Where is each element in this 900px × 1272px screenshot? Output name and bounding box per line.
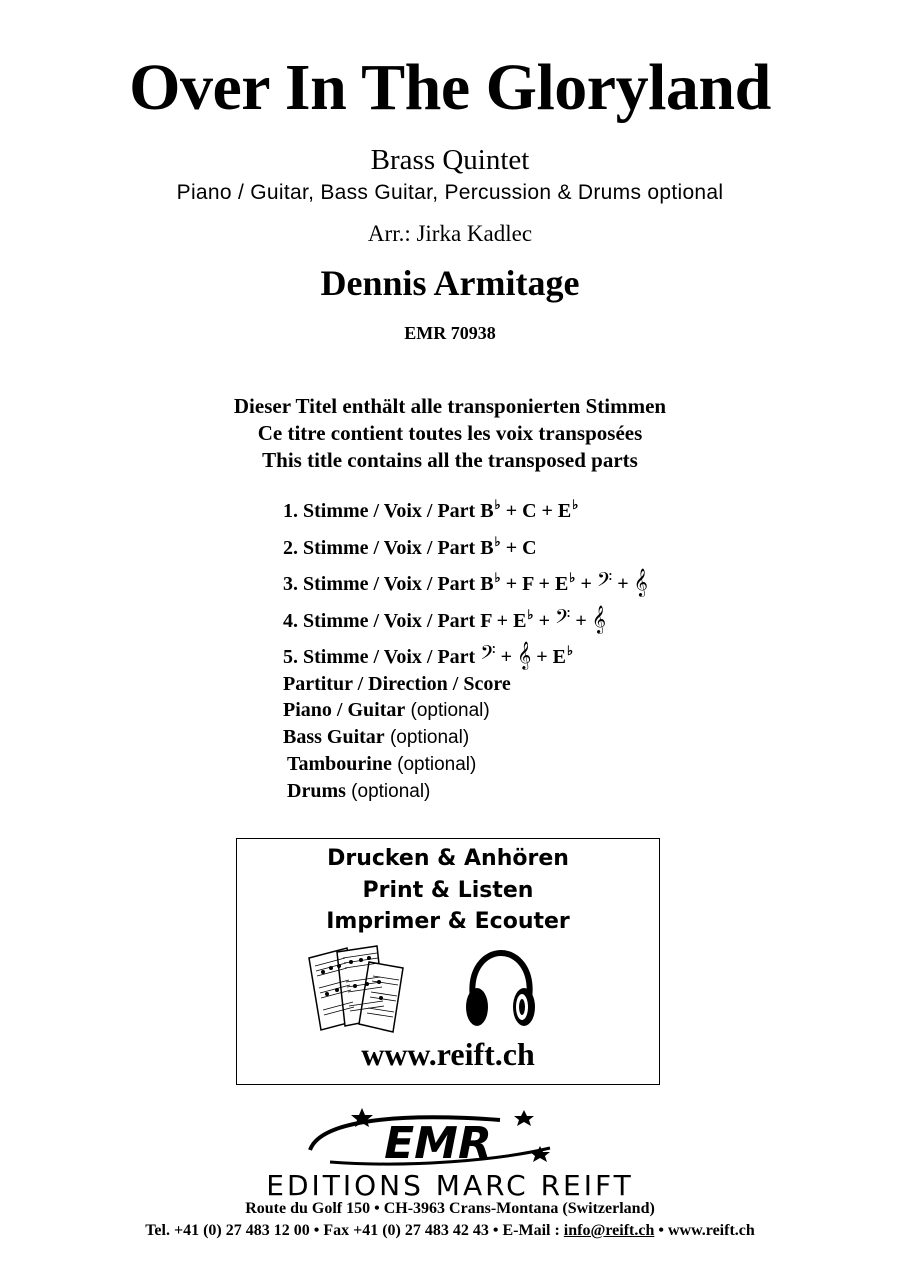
bass-clef-icon: 𝄢 xyxy=(480,641,496,669)
part-5 xyxy=(283,636,803,673)
promo-line-german: Drucken & Anhören xyxy=(327,846,569,871)
part-3-text-2: + F + E xyxy=(500,573,569,595)
flat-icon: ♭ xyxy=(572,497,579,512)
score-item-label: Bass Guitar xyxy=(283,726,385,748)
publisher-address: Route du Golf 150 • CH-3963 Crans-Montana (Switzerland) xyxy=(245,1200,655,1217)
flat-icon: ♭ xyxy=(569,570,576,585)
flat-icon: ♭ xyxy=(567,643,574,658)
optional-label: (optional) xyxy=(391,754,477,775)
arranger: Arr.: Jirka Kadlec xyxy=(367,221,533,246)
part-4-text: 4. Stimme / Voix / Part F + E xyxy=(283,609,527,632)
subtitle: Brass Quintet xyxy=(370,144,530,176)
title: Over In The Gloryland xyxy=(129,51,771,124)
print-listen-box[interactable] xyxy=(236,838,660,1085)
part-3 xyxy=(283,563,803,600)
flat-icon: ♭ xyxy=(494,533,501,549)
score-item xyxy=(283,724,803,751)
composer: Dennis Armitage xyxy=(320,263,580,303)
part-5-text: 5. Stimme / Voix / Part xyxy=(283,646,481,668)
part-3-text-3: + xyxy=(575,573,597,595)
publisher-contact xyxy=(0,1221,900,1241)
part-2-text-2: + C xyxy=(500,536,537,559)
part-3-text: 3. Stimme / Voix / Part B xyxy=(283,573,494,595)
optional-label: (optional) xyxy=(345,781,431,802)
flat-icon: ♭ xyxy=(494,570,501,585)
parts-list xyxy=(283,490,803,673)
score-list xyxy=(283,671,803,805)
optional-label: (optional) xyxy=(384,727,470,748)
bass-clef-icon: 𝄢 xyxy=(554,604,571,633)
score-item xyxy=(283,697,803,724)
promo-line-french: Imprimer & Ecouter xyxy=(326,909,570,934)
flat-icon: ♭ xyxy=(527,606,534,622)
part-4-text-3: + xyxy=(570,609,592,632)
note-french: Ce titre contient toutes les voix transposées xyxy=(257,421,643,445)
treble-clef-icon: 𝄞 xyxy=(591,604,606,633)
treble-clef-icon: 𝄞 xyxy=(633,568,648,596)
part-2 xyxy=(283,527,803,564)
promo-line-english: Print & Listen xyxy=(362,878,534,903)
part-5-text-2: + xyxy=(495,646,518,668)
part-1 xyxy=(283,490,803,527)
part-3-text-4: + xyxy=(612,573,634,595)
website-link[interactable]: www.reift.ch xyxy=(361,1036,535,1072)
bass-clef-icon: 𝄢 xyxy=(596,568,613,596)
contact-website[interactable]: • www.reift.ch xyxy=(654,1222,755,1239)
sheet-music-icon xyxy=(307,944,422,1034)
score-item-label: Drums xyxy=(287,780,346,802)
part-4 xyxy=(283,600,803,637)
part-2-text: 2. Stimme / Voix / Part B xyxy=(283,536,494,559)
part-5-text-3: + E xyxy=(531,646,566,668)
publisher-name: EDITIONS MARC REIFT xyxy=(266,1169,634,1202)
score-item xyxy=(283,778,803,805)
star-icon xyxy=(514,1110,534,1126)
email-link[interactable]: info@reift.ch xyxy=(563,1222,655,1239)
note-german: Dieser Titel enthält alle transponierten Stimmen xyxy=(233,394,667,418)
part-4-text-2: + xyxy=(533,609,555,632)
optional-label: (optional) xyxy=(405,700,490,721)
score-item xyxy=(283,671,803,697)
headphones-icon xyxy=(463,947,538,1032)
flat-icon: ♭ xyxy=(494,497,501,512)
score-item-label: Piano / Guitar xyxy=(283,699,406,721)
treble-clef-icon: 𝄞 xyxy=(517,641,532,669)
part-1-text-2: + C + E xyxy=(500,500,572,522)
score-item-label: Tambourine xyxy=(287,753,392,775)
emr-logo-text: EMR xyxy=(384,1118,492,1169)
score-item xyxy=(283,751,803,778)
contact-phone-fax: Tel. +41 (0) 27 483 12 00 • Fax +41 (0) 27 483 42 43 • E-Mail : xyxy=(145,1222,564,1239)
note-english: This title contains all the transposed parts xyxy=(262,448,638,472)
score-item-label: Partitur / Direction / Score xyxy=(283,673,511,695)
part-1-text: 1. Stimme / Voix / Part B xyxy=(283,500,494,522)
instrumentation: Piano / Guitar, Bass Guitar, Percussion & Drums optional xyxy=(176,181,724,204)
emr-logo xyxy=(300,1108,570,1170)
catalog-number: EMR 70938 xyxy=(404,323,496,343)
